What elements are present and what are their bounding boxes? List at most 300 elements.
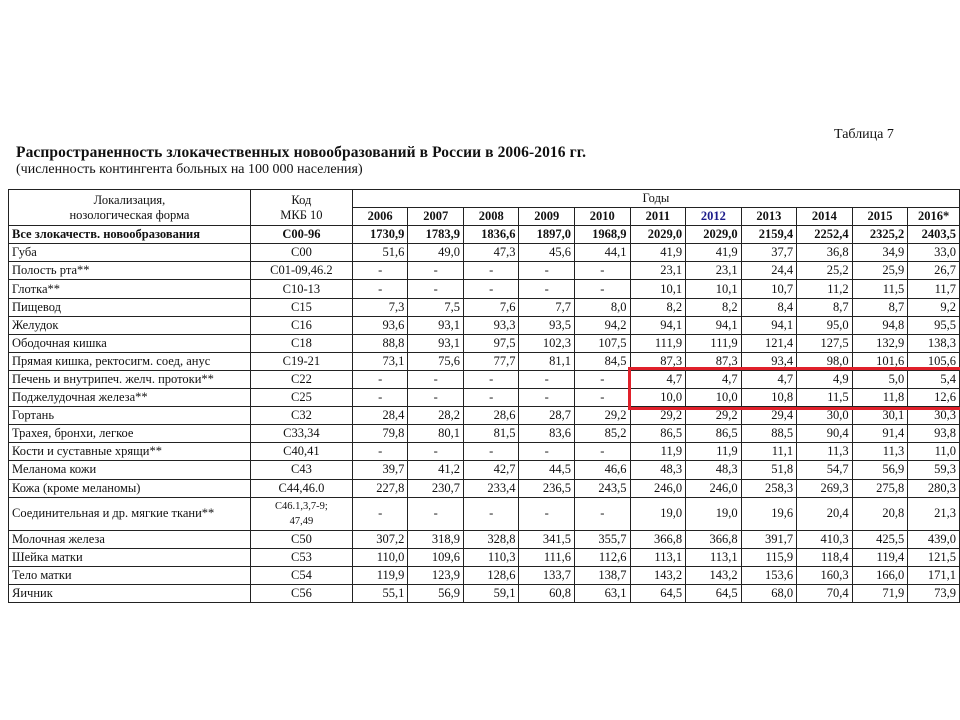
row-value: - bbox=[463, 280, 519, 298]
row-value: 12,6 bbox=[908, 389, 960, 407]
row-localization: Молочная железа bbox=[9, 530, 251, 548]
row-value: 39,7 bbox=[352, 461, 408, 479]
row-value: 8,4 bbox=[741, 298, 797, 316]
row-value: 29,2 bbox=[686, 407, 742, 425]
row-value: - bbox=[352, 370, 408, 388]
row-value: 11,5 bbox=[797, 389, 853, 407]
row-value: 280,3 bbox=[908, 479, 960, 497]
row-value: 48,3 bbox=[686, 461, 742, 479]
year-header: 2006 bbox=[352, 208, 408, 226]
header-localization: Локализация, нозологическая форма bbox=[9, 190, 251, 226]
row-value: 10,7 bbox=[741, 280, 797, 298]
header-icd-code: Код МКБ 10 bbox=[250, 190, 352, 226]
row-value: - bbox=[575, 280, 631, 298]
row-icd-code: C56 bbox=[250, 584, 352, 602]
row-value: 275,8 bbox=[852, 479, 908, 497]
row-value: - bbox=[408, 389, 464, 407]
row-value: 8,7 bbox=[797, 298, 853, 316]
row-localization: Печень и внутрипеч. желч. протоки** bbox=[9, 370, 251, 388]
row-icd-code: C33,34 bbox=[250, 425, 352, 443]
row-value: 1897,0 bbox=[519, 226, 575, 244]
row-value: - bbox=[352, 280, 408, 298]
row-localization: Глотка** bbox=[9, 280, 251, 298]
row-value: 93,1 bbox=[408, 316, 464, 334]
row-value: 88,5 bbox=[741, 425, 797, 443]
row-value: 86,5 bbox=[686, 425, 742, 443]
row-value: 8,2 bbox=[686, 298, 742, 316]
row-value: - bbox=[575, 370, 631, 388]
row-icd-code: C44,46.0 bbox=[250, 479, 352, 497]
row-localization: Кожа (кроме меланомы) bbox=[9, 479, 251, 497]
year-header: 2014 bbox=[797, 208, 853, 226]
row-value: 138,3 bbox=[908, 334, 960, 352]
row-value: 119,4 bbox=[852, 548, 908, 566]
row-value: - bbox=[408, 443, 464, 461]
row-value: 119,9 bbox=[352, 566, 408, 584]
row-value: 77,7 bbox=[463, 352, 519, 370]
row-value: - bbox=[575, 389, 631, 407]
table-row bbox=[9, 584, 960, 602]
row-value: - bbox=[352, 389, 408, 407]
year-header: 2010 bbox=[575, 208, 631, 226]
row-value: 93,6 bbox=[352, 316, 408, 334]
row-value: 30,0 bbox=[797, 407, 853, 425]
row-localization: Губа bbox=[9, 244, 251, 262]
row-value: 47,3 bbox=[463, 244, 519, 262]
row-value: 10,1 bbox=[630, 280, 686, 298]
year-header: 2016* bbox=[908, 208, 960, 226]
row-localization: Все злокачеств. новообразования bbox=[9, 226, 251, 244]
row-value: 29,2 bbox=[575, 407, 631, 425]
row-value: 2403,5 bbox=[908, 226, 960, 244]
row-value: 128,6 bbox=[463, 566, 519, 584]
table-row bbox=[9, 316, 960, 334]
header-years: Годы bbox=[352, 190, 959, 208]
row-value: 56,9 bbox=[408, 584, 464, 602]
row-value: 233,4 bbox=[463, 479, 519, 497]
row-value: 1730,9 bbox=[352, 226, 408, 244]
page-title: Распространенность злокачественных новообразований в России в 2006-2016 гг. bbox=[16, 144, 587, 161]
table-row bbox=[9, 280, 960, 298]
row-value: 439,0 bbox=[908, 530, 960, 548]
row-value: 42,7 bbox=[463, 461, 519, 479]
row-value: 26,7 bbox=[908, 262, 960, 280]
row-value: 366,8 bbox=[630, 530, 686, 548]
row-value: 79,8 bbox=[352, 425, 408, 443]
row-value: 127,5 bbox=[797, 334, 853, 352]
table-row bbox=[9, 407, 960, 425]
row-value: - bbox=[575, 262, 631, 280]
row-value: 87,3 bbox=[686, 352, 742, 370]
row-value: 95,0 bbox=[797, 316, 853, 334]
row-value: 64,5 bbox=[630, 584, 686, 602]
row-value: 93,1 bbox=[408, 334, 464, 352]
row-value: 29,4 bbox=[741, 407, 797, 425]
row-value: - bbox=[519, 443, 575, 461]
row-value: 71,9 bbox=[852, 584, 908, 602]
row-localization: Пищевод bbox=[9, 298, 251, 316]
row-value: - bbox=[519, 497, 575, 530]
row-value: - bbox=[519, 389, 575, 407]
row-localization: Тело матки bbox=[9, 566, 251, 584]
row-value: 102,3 bbox=[519, 334, 575, 352]
row-value: - bbox=[463, 389, 519, 407]
row-localization: Трахея, бронхи, легкое bbox=[9, 425, 251, 443]
row-value: - bbox=[408, 280, 464, 298]
row-value: 59,1 bbox=[463, 584, 519, 602]
row-value: 11,9 bbox=[686, 443, 742, 461]
row-icd-code: C18 bbox=[250, 334, 352, 352]
row-value: 166,0 bbox=[852, 566, 908, 584]
row-value: - bbox=[463, 370, 519, 388]
row-value: 160,3 bbox=[797, 566, 853, 584]
table-row bbox=[9, 298, 960, 316]
row-value: 73,9 bbox=[908, 584, 960, 602]
row-value: 41,9 bbox=[686, 244, 742, 262]
row-value: - bbox=[575, 497, 631, 530]
table-row bbox=[9, 425, 960, 443]
row-value: 88,8 bbox=[352, 334, 408, 352]
row-value: 28,7 bbox=[519, 407, 575, 425]
table-row bbox=[9, 530, 960, 548]
row-icd-code: C10-13 bbox=[250, 280, 352, 298]
row-value: 41,9 bbox=[630, 244, 686, 262]
row-value: 110,0 bbox=[352, 548, 408, 566]
row-value: 2252,4 bbox=[797, 226, 853, 244]
year-header: 2011 bbox=[630, 208, 686, 226]
row-value: 41,2 bbox=[408, 461, 464, 479]
row-icd-code: C40,41 bbox=[250, 443, 352, 461]
row-icd-code: C00-96 bbox=[250, 226, 352, 244]
row-value: 93,5 bbox=[519, 316, 575, 334]
row-value: 29,2 bbox=[630, 407, 686, 425]
row-value: 11,1 bbox=[741, 443, 797, 461]
table-row bbox=[9, 479, 960, 497]
row-value: 8,0 bbox=[575, 298, 631, 316]
row-value: 54,7 bbox=[797, 461, 853, 479]
row-value: 68,0 bbox=[741, 584, 797, 602]
row-value: 95,5 bbox=[908, 316, 960, 334]
row-value: 133,7 bbox=[519, 566, 575, 584]
row-value: 59,3 bbox=[908, 461, 960, 479]
row-value: 11,9 bbox=[630, 443, 686, 461]
row-value: 366,8 bbox=[686, 530, 742, 548]
row-value: - bbox=[519, 262, 575, 280]
row-value: 8,7 bbox=[852, 298, 908, 316]
row-value: 56,9 bbox=[852, 461, 908, 479]
row-value: 112,6 bbox=[575, 548, 631, 566]
row-value: 328,8 bbox=[463, 530, 519, 548]
table-row bbox=[9, 497, 960, 530]
row-value: 101,6 bbox=[852, 352, 908, 370]
row-value: 75,6 bbox=[408, 352, 464, 370]
row-value: 110,3 bbox=[463, 548, 519, 566]
row-value: 30,1 bbox=[852, 407, 908, 425]
row-icd-code: C43 bbox=[250, 461, 352, 479]
row-value: 46,6 bbox=[575, 461, 631, 479]
row-value: - bbox=[575, 443, 631, 461]
row-value: 80,1 bbox=[408, 425, 464, 443]
row-value: - bbox=[408, 370, 464, 388]
row-value: 118,4 bbox=[797, 548, 853, 566]
row-value: 9,2 bbox=[908, 298, 960, 316]
row-value: 143,2 bbox=[686, 566, 742, 584]
row-value: 81,1 bbox=[519, 352, 575, 370]
row-value: 5,4 bbox=[908, 370, 960, 388]
row-value: 24,4 bbox=[741, 262, 797, 280]
row-value: 49,0 bbox=[408, 244, 464, 262]
prevalence-table bbox=[8, 189, 960, 603]
row-localization: Кости и суставные хрящи** bbox=[9, 443, 251, 461]
table-row bbox=[9, 389, 960, 407]
row-value: 81,5 bbox=[463, 425, 519, 443]
row-localization: Гортань bbox=[9, 407, 251, 425]
row-value: - bbox=[519, 280, 575, 298]
row-value: 123,9 bbox=[408, 566, 464, 584]
row-value: 93,8 bbox=[908, 425, 960, 443]
row-value: - bbox=[463, 443, 519, 461]
year-header: 2009 bbox=[519, 208, 575, 226]
row-value: 11,8 bbox=[852, 389, 908, 407]
row-value: 391,7 bbox=[741, 530, 797, 548]
row-value: - bbox=[408, 497, 464, 530]
row-value: 30,3 bbox=[908, 407, 960, 425]
row-value: 20,8 bbox=[852, 497, 908, 530]
row-value: 11,3 bbox=[852, 443, 908, 461]
row-value: - bbox=[408, 262, 464, 280]
row-localization: Яичник bbox=[9, 584, 251, 602]
row-value: 113,1 bbox=[630, 548, 686, 566]
row-icd-code: C53 bbox=[250, 548, 352, 566]
row-value: 20,4 bbox=[797, 497, 853, 530]
row-value: 121,5 bbox=[908, 548, 960, 566]
row-value: 132,9 bbox=[852, 334, 908, 352]
row-value: 86,5 bbox=[630, 425, 686, 443]
row-value: 7,5 bbox=[408, 298, 464, 316]
row-value: - bbox=[352, 497, 408, 530]
row-value: 33,0 bbox=[908, 244, 960, 262]
row-value: 23,1 bbox=[686, 262, 742, 280]
row-value: 37,7 bbox=[741, 244, 797, 262]
row-value: 97,5 bbox=[463, 334, 519, 352]
row-value: 70,4 bbox=[797, 584, 853, 602]
row-value: 25,9 bbox=[852, 262, 908, 280]
row-value: 258,3 bbox=[741, 479, 797, 497]
row-value: 111,9 bbox=[630, 334, 686, 352]
row-value: 7,3 bbox=[352, 298, 408, 316]
row-value: 94,1 bbox=[630, 316, 686, 334]
row-value: 105,6 bbox=[908, 352, 960, 370]
row-value: 7,6 bbox=[463, 298, 519, 316]
year-header: 2015 bbox=[852, 208, 908, 226]
row-value: 1968,9 bbox=[575, 226, 631, 244]
row-value: 48,3 bbox=[630, 461, 686, 479]
row-value: - bbox=[463, 262, 519, 280]
row-value: 2029,0 bbox=[630, 226, 686, 244]
row-value: 230,7 bbox=[408, 479, 464, 497]
row-value: 109,6 bbox=[408, 548, 464, 566]
row-value: 36,8 bbox=[797, 244, 853, 262]
header-row-top bbox=[9, 190, 960, 208]
year-header: 2008 bbox=[463, 208, 519, 226]
row-value: 10,0 bbox=[686, 389, 742, 407]
row-value: 11,7 bbox=[908, 280, 960, 298]
row-value: 21,3 bbox=[908, 497, 960, 530]
row-value: 28,6 bbox=[463, 407, 519, 425]
table-row bbox=[9, 334, 960, 352]
row-value: 63,1 bbox=[575, 584, 631, 602]
table-row bbox=[9, 262, 960, 280]
table-row bbox=[9, 226, 960, 244]
row-value: 5,0 bbox=[852, 370, 908, 388]
year-header: 2013 bbox=[741, 208, 797, 226]
row-value: 4,9 bbox=[797, 370, 853, 388]
row-value: 2159,4 bbox=[741, 226, 797, 244]
row-value: 19,0 bbox=[686, 497, 742, 530]
row-value: 94,8 bbox=[852, 316, 908, 334]
row-value: 28,2 bbox=[408, 407, 464, 425]
row-value: 93,3 bbox=[463, 316, 519, 334]
row-value: 10,1 bbox=[686, 280, 742, 298]
table-row bbox=[9, 352, 960, 370]
row-localization: Полость рта** bbox=[9, 262, 251, 280]
row-value: 1783,9 bbox=[408, 226, 464, 244]
row-localization: Шейка матки bbox=[9, 548, 251, 566]
row-value: 107,5 bbox=[575, 334, 631, 352]
row-value: 111,9 bbox=[686, 334, 742, 352]
row-localization: Прямая кишка, ректосигм. соед, анус bbox=[9, 352, 251, 370]
row-icd-code: C22 bbox=[250, 370, 352, 388]
row-value: 4,7 bbox=[741, 370, 797, 388]
row-value: 51,6 bbox=[352, 244, 408, 262]
row-value: 355,7 bbox=[575, 530, 631, 548]
row-value: 227,8 bbox=[352, 479, 408, 497]
row-value: 11,5 bbox=[852, 280, 908, 298]
row-value: 121,4 bbox=[741, 334, 797, 352]
row-icd-code: C32 bbox=[250, 407, 352, 425]
year-header: 2007 bbox=[408, 208, 464, 226]
row-value: 19,0 bbox=[630, 497, 686, 530]
table-body bbox=[9, 226, 960, 603]
row-value: - bbox=[352, 443, 408, 461]
row-icd-code: C50 bbox=[250, 530, 352, 548]
row-value: 4,7 bbox=[630, 370, 686, 388]
row-value: 236,5 bbox=[519, 479, 575, 497]
row-icd-code: C25 bbox=[250, 389, 352, 407]
row-value: 11,3 bbox=[797, 443, 853, 461]
row-value: 8,2 bbox=[630, 298, 686, 316]
table-number: Таблица 7 bbox=[834, 127, 894, 142]
row-localization: Поджелудочная железа** bbox=[9, 389, 251, 407]
row-value: 28,4 bbox=[352, 407, 408, 425]
row-value: 341,5 bbox=[519, 530, 575, 548]
row-value: 73,1 bbox=[352, 352, 408, 370]
table-row bbox=[9, 548, 960, 566]
row-value: 11,0 bbox=[908, 443, 960, 461]
row-value: 91,4 bbox=[852, 425, 908, 443]
row-value: 94,1 bbox=[741, 316, 797, 334]
page-subtitle: (численность контингента больных на 100 000 населения) bbox=[16, 162, 363, 177]
row-value: 84,5 bbox=[575, 352, 631, 370]
row-value: 246,0 bbox=[686, 479, 742, 497]
row-value: 34,9 bbox=[852, 244, 908, 262]
row-value: 94,2 bbox=[575, 316, 631, 334]
row-value: 55,1 bbox=[352, 584, 408, 602]
row-value: - bbox=[463, 497, 519, 530]
row-value: - bbox=[352, 262, 408, 280]
row-value: 113,1 bbox=[686, 548, 742, 566]
row-value: 143,2 bbox=[630, 566, 686, 584]
row-value: 93,4 bbox=[741, 352, 797, 370]
row-value: 410,3 bbox=[797, 530, 853, 548]
table-row bbox=[9, 443, 960, 461]
row-icd-code: C00 bbox=[250, 244, 352, 262]
year-header: 2012 bbox=[686, 208, 742, 226]
row-icd-code: C01-09,46.2 bbox=[250, 262, 352, 280]
table-row bbox=[9, 566, 960, 584]
row-value: 85,2 bbox=[575, 425, 631, 443]
row-value: 90,4 bbox=[797, 425, 853, 443]
row-value: 94,1 bbox=[686, 316, 742, 334]
row-value: 23,1 bbox=[630, 262, 686, 280]
row-icd-code: C16 bbox=[250, 316, 352, 334]
table-row bbox=[9, 244, 960, 262]
row-value: 60,8 bbox=[519, 584, 575, 602]
row-value: 138,7 bbox=[575, 566, 631, 584]
row-value: 1836,6 bbox=[463, 226, 519, 244]
row-value: 171,1 bbox=[908, 566, 960, 584]
row-value: 11,2 bbox=[797, 280, 853, 298]
row-value: 115,9 bbox=[741, 548, 797, 566]
row-icd-code: C15 bbox=[250, 298, 352, 316]
row-value: 7,7 bbox=[519, 298, 575, 316]
row-value: 83,6 bbox=[519, 425, 575, 443]
row-value: 44,5 bbox=[519, 461, 575, 479]
row-value: 51,8 bbox=[741, 461, 797, 479]
row-value: 243,5 bbox=[575, 479, 631, 497]
row-localization: Меланома кожи bbox=[9, 461, 251, 479]
row-localization: Желудок bbox=[9, 316, 251, 334]
row-value: 425,5 bbox=[852, 530, 908, 548]
row-icd-code: C46.1,3,7-9; 47,49 bbox=[250, 497, 352, 530]
row-value: 2325,2 bbox=[852, 226, 908, 244]
row-value: 318,9 bbox=[408, 530, 464, 548]
row-value: 64,5 bbox=[686, 584, 742, 602]
row-value: 246,0 bbox=[630, 479, 686, 497]
table-row bbox=[9, 461, 960, 479]
row-value: 98,0 bbox=[797, 352, 853, 370]
row-value: 111,6 bbox=[519, 548, 575, 566]
row-value: 87,3 bbox=[630, 352, 686, 370]
row-localization: Ободочная кишка bbox=[9, 334, 251, 352]
row-value: 307,2 bbox=[352, 530, 408, 548]
row-value: 19,6 bbox=[741, 497, 797, 530]
row-icd-code: C54 bbox=[250, 566, 352, 584]
row-value: 2029,0 bbox=[686, 226, 742, 244]
row-value: - bbox=[519, 370, 575, 388]
row-value: 4,7 bbox=[686, 370, 742, 388]
row-value: 10,0 bbox=[630, 389, 686, 407]
row-icd-code: C19-21 bbox=[250, 352, 352, 370]
row-value: 269,3 bbox=[797, 479, 853, 497]
row-localization: Соединительная и др. мягкие ткани** bbox=[9, 497, 251, 530]
row-value: 25,2 bbox=[797, 262, 853, 280]
row-value: 44,1 bbox=[575, 244, 631, 262]
row-value: 10,8 bbox=[741, 389, 797, 407]
row-value: 45,6 bbox=[519, 244, 575, 262]
table-row bbox=[9, 370, 960, 388]
row-value: 153,6 bbox=[741, 566, 797, 584]
